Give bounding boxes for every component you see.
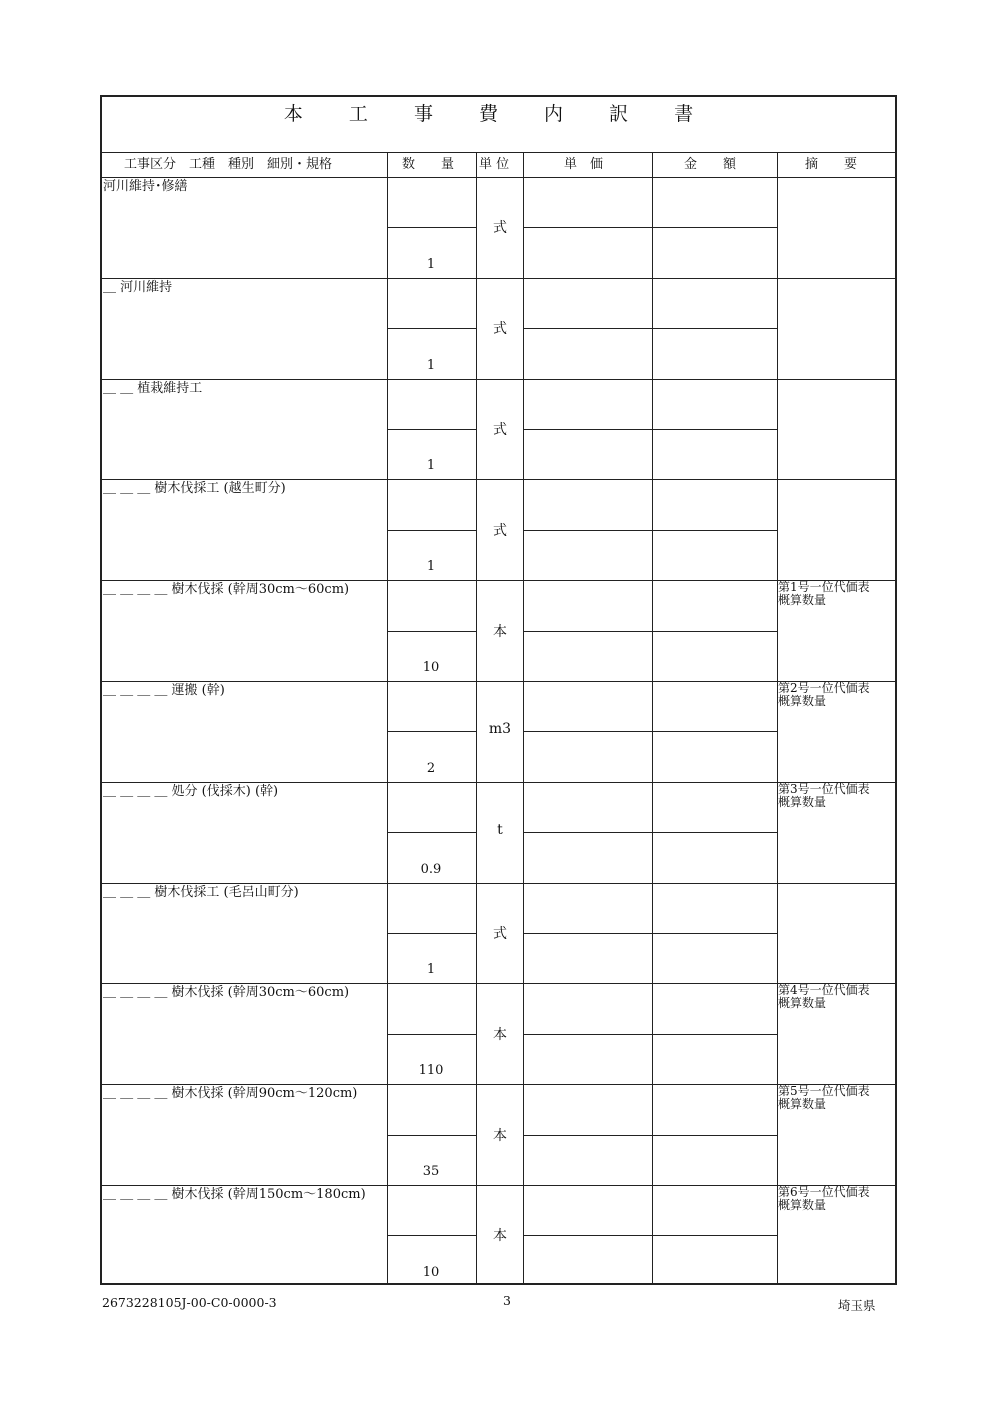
estimate-sheet [100, 95, 897, 1285]
price-mid-line [523, 1034, 777, 1035]
price-mid-line [523, 1235, 777, 1236]
header-price: 単 価 [564, 157, 604, 172]
row-remark-note: 概算数量 [778, 1198, 827, 1212]
qty-mid-line [387, 731, 476, 732]
qty-mid-line [387, 530, 476, 531]
price-mid-line [523, 328, 777, 329]
row-divider [102, 278, 895, 279]
qty-mid-line [387, 631, 476, 632]
row-label: ＿ ＿ ＿ ＿ 樹木伐採 (幹周90cm～120cm) [103, 1086, 358, 1102]
row-remark-ref: 第1号一位代価表 [778, 580, 870, 595]
row-label: ＿ ＿ ＿ 樹木伐採工 (毛呂山町分) [103, 884, 299, 900]
row-label: ＿ ＿ ＿ ＿ 運搬 (幹) [103, 683, 225, 698]
price-mid-line [523, 429, 777, 430]
issuer-name: 埼玉県 [838, 1298, 876, 1313]
row-label: ＿ 河川維持 [103, 279, 173, 295]
row-remark-ref: 第4号一位代価表 [778, 983, 870, 998]
header-unit: 単 位 [479, 157, 510, 172]
price-mid-line [523, 731, 777, 732]
qty-mid-line [387, 1235, 476, 1236]
row-quantity: 1 [426, 559, 436, 575]
row-remark-note: 概算数量 [778, 694, 827, 708]
row-quantity: 10 [422, 660, 440, 675]
row-unit: 本 [493, 1026, 507, 1043]
price-mid-line [523, 631, 777, 632]
row-unit: 式 [493, 321, 507, 338]
row-remark-ref: 第3号一位代価表 [778, 781, 870, 796]
row-label: ＿ ＿ ＿ ＿ 処分 (伐採木) (幹) [103, 783, 279, 799]
row-quantity: 2 [426, 760, 436, 776]
row-label: 河川維持･修繕 [103, 179, 188, 194]
row-unit: 式 [493, 220, 507, 237]
row-quantity: 35 [422, 1164, 440, 1179]
row-quantity: 0.9 [420, 861, 442, 877]
row-quantity: 1 [426, 458, 436, 474]
qty-mid-line [387, 933, 476, 934]
row-divider [102, 883, 895, 884]
qty-mid-line [387, 832, 476, 833]
qty-mid-line [387, 1034, 476, 1035]
row-divider [102, 782, 895, 783]
row-remark-note: 概算数量 [778, 1097, 827, 1112]
price-mid-line [523, 933, 777, 934]
row-remark-ref: 第2号一位代価表 [778, 681, 870, 695]
row-quantity: 110 [418, 1063, 444, 1079]
row-divider [102, 681, 895, 682]
header-item: 工事区分 工種 種別 細別・規格 [124, 157, 333, 172]
row-quantity: 1 [426, 962, 436, 978]
row-quantity: 1 [426, 357, 436, 373]
column-divider [523, 152, 524, 1285]
row-unit: 式 [493, 926, 507, 942]
row-remark-ref: 第6号一位代価表 [778, 1185, 870, 1199]
row-quantity: 10 [422, 1264, 440, 1280]
price-mid-line [523, 832, 777, 833]
row-unit: 本 [493, 1228, 507, 1245]
row-unit: 本 [493, 623, 507, 640]
row-divider [102, 379, 895, 380]
row-unit: t [497, 822, 503, 839]
qty-mid-line [387, 328, 476, 329]
price-mid-line [523, 530, 777, 531]
price-mid-line [523, 227, 777, 228]
qty-mid-line [387, 227, 476, 228]
row-unit: 式 [493, 422, 507, 438]
column-divider [777, 152, 778, 1285]
row-quantity: 1 [426, 256, 436, 272]
row-remark-note: 概算数量 [778, 593, 827, 608]
header-remarks: 摘 要 [805, 157, 858, 172]
header-qty: 数 量 [402, 157, 455, 172]
row-remark-ref: 第5号一位代価表 [778, 1084, 870, 1099]
price-mid-line [523, 1135, 777, 1136]
row-remark-note: 概算数量 [778, 996, 827, 1011]
row-unit: 式 [493, 522, 507, 539]
column-divider [387, 152, 388, 1285]
row-divider [102, 1185, 895, 1186]
document-code: 2673228105J-00-C0-0000-3 [102, 1295, 277, 1310]
row-remark-note: 概算数量 [778, 794, 827, 809]
row-unit: 本 [493, 1127, 507, 1144]
row-label: ＿ ＿ ＿ 樹木伐採工 (越生町分) [103, 481, 286, 497]
row-label: ＿ ＿ 植栽維持工 [103, 380, 203, 396]
qty-mid-line [387, 1135, 476, 1136]
qty-mid-line [387, 429, 476, 430]
row-label: ＿ ＿ ＿ ＿ 樹木伐採 (幹周30cm～60cm) [103, 985, 350, 1001]
page-number: 3 [503, 1293, 511, 1308]
row-label: ＿ ＿ ＿ ＿ 樹木伐採 (幹周150cm～180cm) [103, 1187, 366, 1202]
header-amount: 金 額 [684, 157, 737, 172]
column-divider [652, 152, 653, 1285]
row-label: ＿ ＿ ＿ ＿ 樹木伐採 (幹周30cm～60cm) [103, 582, 350, 598]
row-unit: m3 [488, 721, 512, 738]
page-title: 本 工 事 費 内 訳 書 [283, 103, 714, 125]
